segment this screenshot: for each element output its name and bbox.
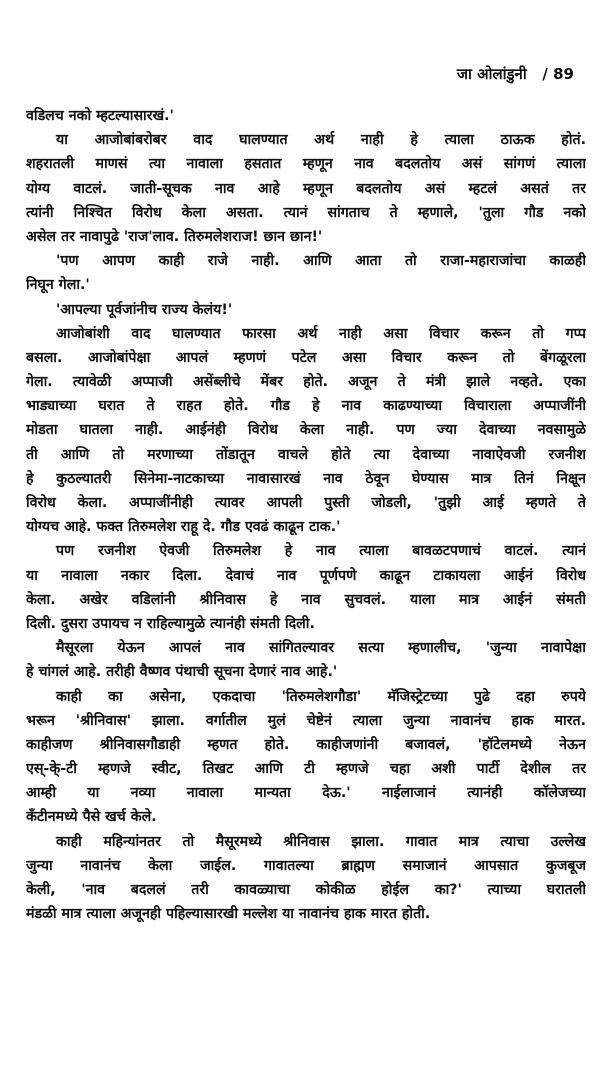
text-line: आम्ही या नव्या नावाला मान्यता देऊ.' नाईलाजानं त्यानंही कॉलेजच्या	[26, 785, 586, 802]
text-line: मैसूरला येऊन आपलं नाव सांगितल्यावर सत्या म्हणालीच, 'जुन्या नावापेक्षा	[56, 640, 586, 657]
running-header: जा ओलांडुनी / 89	[456, 65, 574, 83]
text-line: कँटीनमध्ये पैसे खर्च केले.	[26, 809, 157, 826]
text-line: ती आणि तो मरणाच्या तोंडातून वाचले होते त्या देवाच्या नावाऐवजी रजनीश	[26, 446, 586, 463]
text-line: या नावाला नकार दिला. देवाचं नाव पूर्णपणे काढून टाकायला आईनं विरोध	[26, 567, 586, 584]
text-line: या आजोबांबरोबर वाद घालण्यात अर्थ नाही हे त्याला ठाऊक होतं.	[56, 132, 586, 149]
body-text	[26, 104, 586, 926]
text-line: योग्य वाटलं. जाती-सूचक नाव आहे म्हणून बदलतोय असं म्हटलं असतं तर	[26, 180, 586, 197]
text-line: काहीजण श्रीनिवासगौडाही म्हणत होते. काहीजणांनी बजावलं, 'हॉटेलमध्ये नेऊन	[26, 736, 586, 753]
text-line: काही का असेना, एकदाचा 'तिरुमलेशगौडा' मॅजिस्ट्रेटच्या पुढे दहा रुपये	[56, 688, 586, 705]
text-line: विरोध केला. अप्पाजींनीही त्यावर आपली पुस्ती जोडली, 'तुझी आई म्हणते ते	[26, 495, 586, 511]
text-line: दिली. दुसरा उपायच न राहिल्यामुळे त्यानंही संमती दिली.	[26, 615, 315, 632]
text-line: शहरातली माणसं त्या नावाला हसतात म्हणून नाव बदलतोय असं सांगणं त्याला	[26, 156, 586, 173]
text-line: 'पण आपण काही राजे नाही. आणि आता तो राजा-महाराजांचा काळही	[56, 253, 586, 270]
text-line: भाड्याच्या घरात ते राहत होते. गौड हे नाव काढण्याच्या विचाराला अप्पाजींनी	[26, 398, 586, 415]
text-line: मंडळी मात्र त्याला अजूनही पहिल्यासारखी मल्लेश या नावानंच हाक मारत होती.	[26, 906, 431, 923]
text-line: भरून 'श्रीनिवास' झाला. वर्गातील मुलं चेष्टेनं त्याला जुन्या नावानंच हाक मारत.	[26, 712, 586, 729]
text-line: केला. अखेर वडिलांनी श्रीनिवास हे नाव सुचवलं. याला मात्र आईनं संमती	[26, 591, 586, 608]
text-line: गेला. त्यावेळी अप्पाजी असेंब्लीचे मेंबर होते. अजून ते मंत्री झाले नव्हते. एका	[26, 374, 586, 391]
text-line: बसला. आजोबांपेक्षा आपलं म्हणणं पटेल असा विचार करून तो बेंगळूरला	[26, 349, 586, 366]
text-line: असेल तर नावापुढे 'राज'लाव. तिरुमलेशराज! छान छान!'	[26, 228, 323, 245]
text-line: एस्-के्-टी म्हणजे स्वीट, तिखट आणि टी म्हणजे चहा अशी पार्टी देशील तर	[26, 761, 586, 778]
text-line: योग्यच आहे. फक्त तिरुमलेश राहू दे. गौड एवढं काढून टाक.'	[26, 519, 341, 536]
text-line: निघून गेला.'	[26, 277, 90, 294]
text-line: आजोबांशी वाद घालण्यात फारसा अर्थ नाही असा विचार करून तो गप्प	[56, 325, 586, 342]
text-line: 'आपल्या पूर्वजांनीच राज्य केलंय!'	[56, 301, 233, 318]
text-line: वडिलच नको म्हटल्यासारखं.'	[26, 108, 174, 124]
text-line: हे कुठल्यातरी सिनेमा-नाटकाच्या नावासारखं नाव ठेवून घेण्यास मात्र तिनं निक्षून	[26, 470, 586, 487]
text-line: जुन्या नावानंच केला जाईल. गावातल्या ब्राह्मण समाजानं आपसात कुजबूज	[26, 857, 586, 874]
text-line: पण रजनीश ऐवजी तिरुमलेश हे नाव त्याला बावळटपणाचं वाटलं. त्यानं	[56, 543, 586, 560]
text-line: केली, 'नाव बदललं तरी कावळ्याचा कोकीळ होईल का?' त्याच्या घरातली	[26, 882, 586, 898]
text-line: मोडता घातला नाही. आईनंही विरोध केला नाही. पण ज्या देवाच्या नवसामुळे	[26, 422, 586, 439]
text-line: काही महिन्यांनतर तो मैसूरमध्ये श्रीनिवास झाला. गावात मात्र त्याचा उल्लेख	[56, 833, 586, 850]
text-line: हे चांगलं आहे. तरीही वैष्णव पंथाची सूचना देणारं नाव आहे.'	[26, 664, 338, 681]
text-line: त्यांनी निश्चित विरोध केला असता. त्यानं सांगताच ते म्हणाले, 'तुला गौड नको	[26, 204, 586, 221]
